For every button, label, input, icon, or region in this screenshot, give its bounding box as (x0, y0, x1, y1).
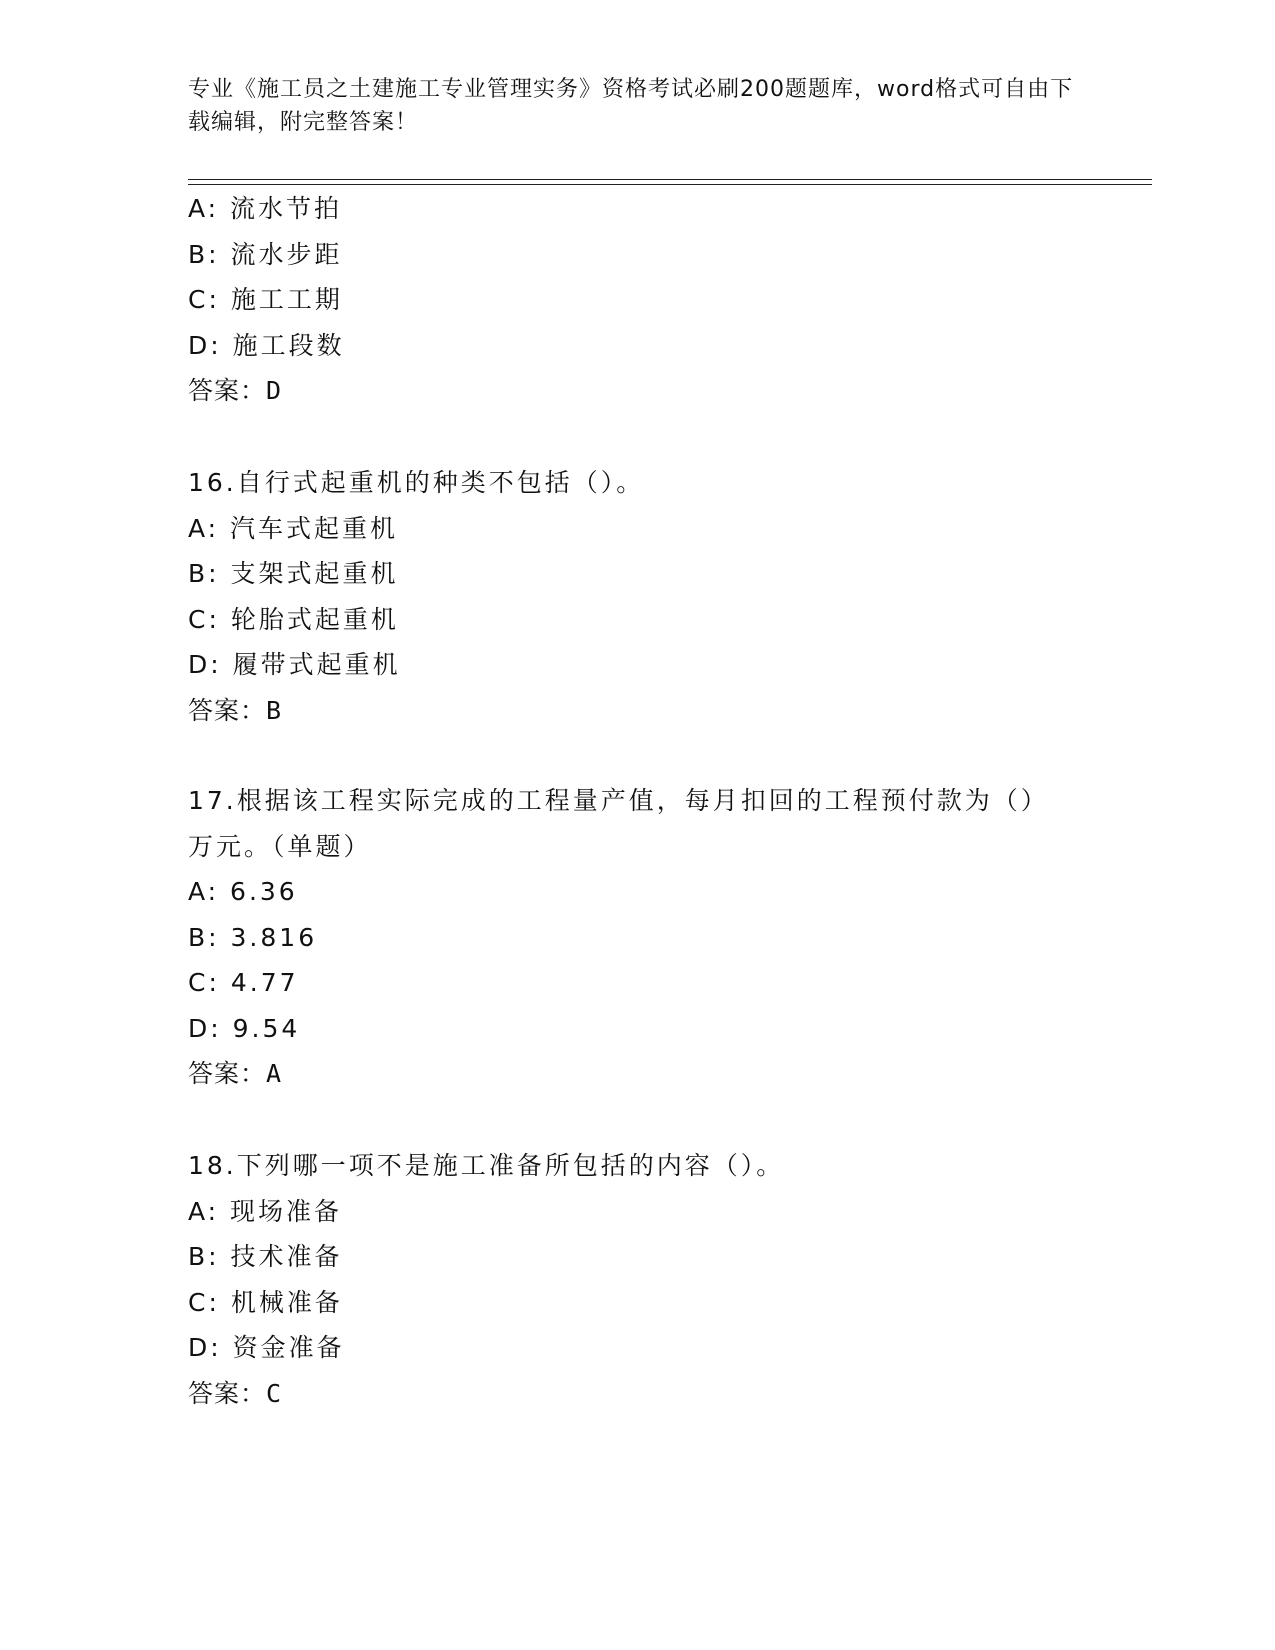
option-d: D: 9.54 (188, 1013, 301, 1043)
option-c: C: 4.77 (188, 968, 299, 997)
option-c: C: 施工工期 (188, 285, 343, 314)
option-c: C: 轮胎式起重机 (188, 604, 399, 634)
question-stem: 17.根据该工程实际完成的工程量产值，每月扣回的工程预付款为（）万元。（单题） (188, 786, 1049, 861)
answer-line: 答案：A (188, 1059, 283, 1088)
option-a: A: 汽车式起重机 (188, 513, 399, 543)
option-b: B: 支架式起重机 (188, 559, 399, 588)
option-d: D: 履带式起重机 (188, 650, 401, 679)
option-d: D: 资金准备 (188, 1333, 345, 1362)
question-stem: 18.下列哪一项不是施工准备所包括的内容（）。 (188, 1151, 785, 1180)
prev-question-block (188, 186, 1088, 414)
document-header: 专业《施工员之土建施工专业管理实务》资格考试必刷200题题库，word格式可自由下载编辑，附完整答案！ (188, 77, 1074, 135)
option-a: A: 流水节拍 (188, 194, 343, 223)
option-a: A: 6.36 (188, 877, 298, 906)
option-a: A: 现场准备 (188, 1196, 343, 1226)
option-c: C: 机械准备 (188, 1287, 343, 1317)
answer-line: 答案：B (188, 695, 283, 725)
question-stem: 16.自行式起重机的种类不包括（）。 (188, 468, 645, 497)
question-17-block (188, 778, 1088, 1097)
question-18-block (188, 1143, 1088, 1416)
header-rule-bottom (188, 184, 1152, 185)
option-b: B: 技术准备 (188, 1242, 343, 1271)
answer-line: 答案：D (188, 376, 283, 405)
option-b: B: 3.816 (188, 922, 318, 952)
option-b: B: 流水步距 (188, 239, 343, 269)
header-rule-top (188, 179, 1152, 180)
answer-line: 答案：C (188, 1378, 283, 1408)
question-16-block (188, 460, 1088, 733)
option-d: D: 施工段数 (188, 330, 345, 360)
